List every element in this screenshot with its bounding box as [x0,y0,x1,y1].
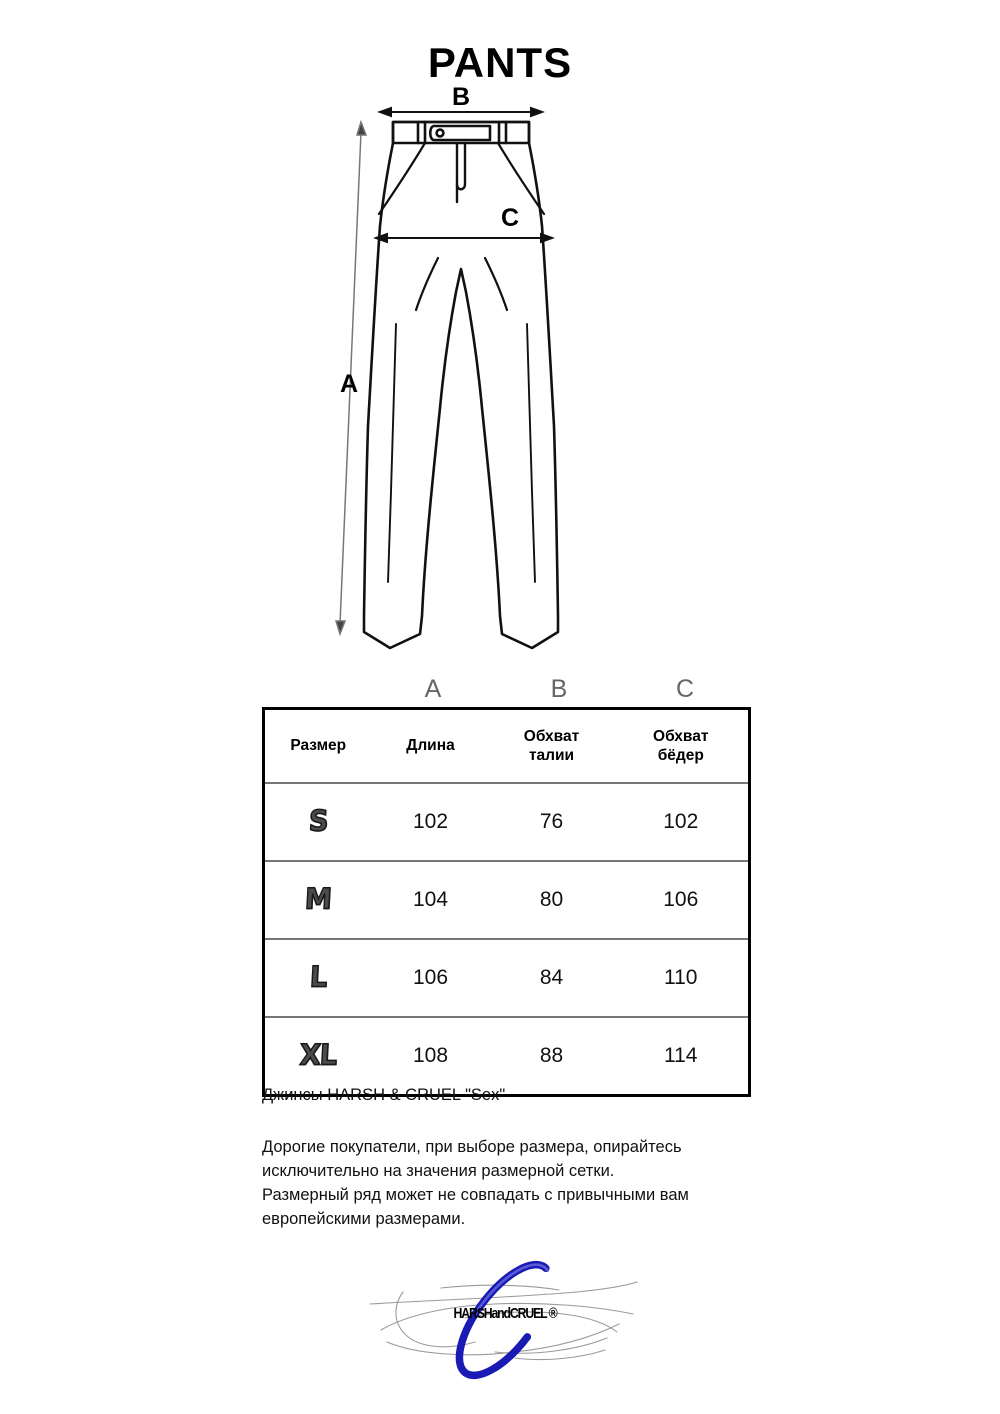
cell-size [264,783,372,861]
column-letter-b: B [550,675,568,703]
page-title: PANTS [427,39,573,86]
cell-hip: 106 [614,861,750,939]
product-caption: Джинсы HARSH & CRUEL "Sex" [262,1086,506,1104]
cell-waist: 80 [490,861,614,939]
dimension-label-c: C [500,204,520,232]
cell-size [264,1017,372,1096]
cell-size [264,939,372,1017]
cell-hip: 114 [664,1044,698,1067]
table-header-row [264,709,750,784]
cell-size [264,861,372,939]
size-glyph-xl: XL [299,1039,338,1072]
column-letter-spacer [262,674,370,708]
size-glyph-l: L [309,961,328,994]
table-column-letters [262,674,748,708]
header-size: Размер [264,709,372,784]
note-line-3: Размерный ряд может не совпадать с привычными вам [262,1185,689,1204]
cell-waist: 88 [539,1044,564,1067]
column-letter-c: C [675,675,695,703]
table-row [264,861,750,939]
dimension-label-a: A [339,370,358,398]
cell-waist: 84 [490,939,614,1017]
cell-length: 102 [372,783,490,861]
table-row [264,783,750,861]
cell-length: 106 [372,939,490,1017]
dimension-label-b: B [451,83,471,111]
header-hip-line1: Обхват [653,727,709,745]
header-hip [614,709,750,784]
size-glyph-m: M [304,883,333,916]
column-letter-a: A [424,675,442,703]
note-line-4: европейскими размерами. [262,1209,466,1228]
header-waist-line1: Обхват [523,727,580,745]
cell-hip: 110 [614,939,750,1017]
cell-waist: 76 [490,783,614,861]
cell-hip: 102 [614,783,750,861]
size-glyph-s: S [308,805,329,838]
note-line-2: исключительно на значения размерной сетки. [262,1161,615,1180]
header-waist-line2: талии [528,747,575,764]
brand-logo [345,1258,665,1383]
cell-length: 108 [412,1044,449,1067]
header-hip-line2: бёдер [657,747,704,764]
logo-wordmark: HARSHandCRUEL ® [453,1305,557,1322]
pants-diagram [330,83,670,666]
table-row [264,1017,750,1096]
header-length: Длина [372,709,490,784]
cell-length: 104 [372,861,490,939]
size-chart-table [262,707,751,1097]
table-row [264,939,750,1017]
sizing-notes [262,1136,782,1232]
header-waist [490,709,614,784]
note-line-1: Дорогие покупатели, при выборе размера, опирайтесь [262,1138,682,1156]
